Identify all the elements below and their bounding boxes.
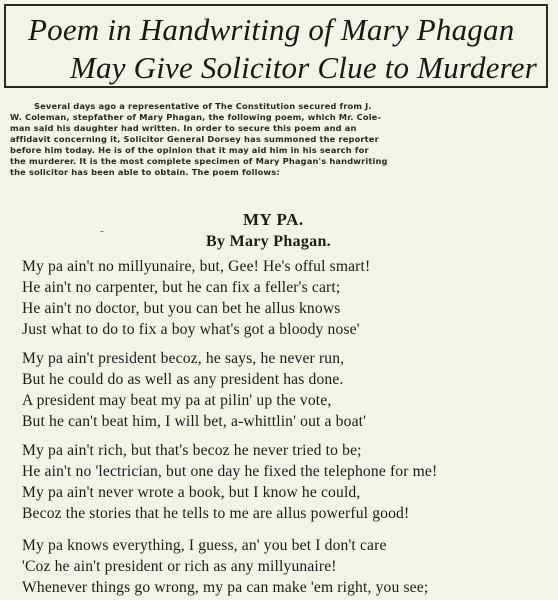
intro-line: before him today. He is of the opinion that it may aid him in his search for <box>10 145 369 155</box>
headline-line-2: May Give Solicitor Clue to Murderer <box>70 50 538 85</box>
poem-stanza-1 <box>22 256 552 340</box>
poem-verse: He ain't no 'lectrician, but one day he fixed the telephone for me! <box>22 463 438 480</box>
poem-verse: He ain't no carpenter, but he can fix a feller's cart; <box>22 279 341 296</box>
poem-verse: My pa ain't rich, but that's becoz he never tried to be; <box>22 442 362 459</box>
headline-line-1: Poem in Handwriting of Mary Phagan <box>28 12 515 47</box>
poem-verse: My pa knows everything, I guess, an' you bet I don't care <box>22 537 387 554</box>
headline-box <box>4 4 548 88</box>
poem-verse: But he can't beat him, I will bet, a-whittlin' out a boat' <box>22 413 367 430</box>
poem-verse: Whenever things go wrong, my pa can make 'em right, you see; <box>22 579 429 596</box>
poem-author: By Mary Phagan. <box>206 233 331 250</box>
poem-title: MY PA. <box>243 210 304 229</box>
intro-line: Several days ago a representative of The Constitution secured from J. <box>34 101 372 111</box>
poem-verse: But he could do as well as any president has done. <box>22 371 344 388</box>
poem-stanza-4 <box>22 535 552 598</box>
intro-line: W. Coleman, stepfather of Mary Phagan, the following poem, which Mr. Cole- <box>10 112 382 122</box>
poem-verse: A president may beat my pa at pilin' up the vote, <box>22 392 332 409</box>
intro-paragraph <box>10 101 545 178</box>
poem-stanza-2 <box>22 348 552 432</box>
poem-verse: Just what to do to fix a boy what's got a bloody nose' <box>22 321 360 338</box>
intro-line: the solicitor has been able to obtain. The poem follows: <box>10 167 280 177</box>
poem-verse: He ain't no doctor, but you can bet he allus knows <box>22 300 341 317</box>
poem-verse: My pa ain't no millyunaire, but, Gee! He's offul smart! <box>22 258 371 275</box>
intro-line: man said his daughter had written. In order to secure this poem and an <box>10 123 357 133</box>
intro-line: the murderer. It is the most complete specimen of Mary Phagan's handwriting <box>10 156 388 166</box>
poem-stanza-3 <box>22 440 552 524</box>
poem-verse: Becoz the stories that he tells to me are allus powerful good! <box>22 505 410 522</box>
poem-verse: My pa ain't never wrote a book, but I know he could, <box>22 484 361 501</box>
ink-mark: ˜ <box>100 229 104 241</box>
intro-line: affidavit concerning it, Solicitor General Dorsey has summoned the reporter <box>10 134 379 144</box>
poem-verse: My pa ain't president becoz, he says, he never run, <box>22 350 345 367</box>
poem-verse: 'Coz he ain't president or rich as any millyunaire! <box>22 558 337 575</box>
